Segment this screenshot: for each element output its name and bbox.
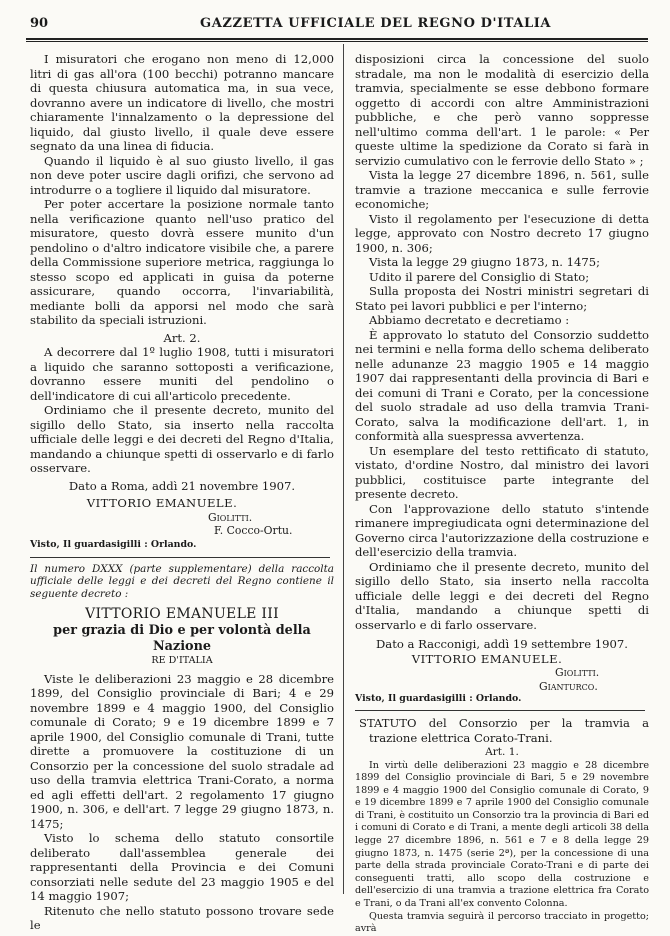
royal-signature: VITTORIO EMANUELE. bbox=[86, 496, 238, 510]
statuto-title: STATUTO del Consorzio per la tramvia a trazione elettrica Corato-Trani. bbox=[359, 716, 649, 745]
signature-gianturco: Gianturco. bbox=[539, 679, 598, 693]
paragraph: Vista la legge 29 giugno 1873, n. 1475; bbox=[369, 255, 601, 269]
paragraph: È approvato lo statuto del Consorzio suddetto nei termini e nella forma dello schema deliberato nelle adunanze 23 maggio 1905 e 14 maggio 1907 dai rappresentanti della provincia di Bari e dei comuni di Trani e Corato, per la concessione del suolo stradale ad uso della tramvia Trani-Corato, salva la modificazione dell'art. 1, in conformità alla suespressa avvertenza. bbox=[355, 327, 649, 443]
paragraph: Quando il liquido è al suo giusto livello, il gas non deve poter uscire dagli orifizi, che servono ad introdurre o a togliere il liquido dal misuratore. bbox=[30, 153, 334, 197]
paragraph: Ritenuto che nello statuto possono trovare sede le bbox=[30, 903, 334, 933]
date-line: Dato a Roma, addì 21 novembre 1907. bbox=[68, 478, 296, 493]
king-title: VITTORIO EMANUELE III bbox=[85, 605, 279, 622]
visto-line: Visto, Il guardasigilli : Orlando. bbox=[30, 538, 197, 550]
paragraph: A decorrere dal 1º luglio 1908, tutti i misuratori a liquido che saranno sottoposti a verificazione, dovranno essere muniti del pendolino o dell'indicatore di cui all'articolo precedente. bbox=[30, 345, 334, 403]
paragraph: Sulla proposta dei Nostri ministri segretari di Stato pei lavori pubblici e per l'interno; bbox=[355, 284, 649, 313]
gazette-title: GAZZETTA UFFICIALE DEL REGNO D'ITALIA bbox=[200, 16, 552, 31]
article-heading: Art. 1. bbox=[485, 746, 519, 758]
article-heading: Art. 2. bbox=[163, 330, 201, 345]
paragraph: Vista la legge 27 dicembre 1896, n. 561, sulle tramvie a trazione meccanica e sulle ferrovie economiche; bbox=[355, 168, 649, 211]
page-header bbox=[30, 16, 650, 38]
paragraph: Visto il regolamento per l'esecuzione di detta legge, approvato con Nostro decreto 17 giugno 1900, n. 306; bbox=[355, 211, 649, 255]
header-rule bbox=[26, 38, 648, 42]
signature-cocco-ortu: F. Cocco-Ortu. bbox=[214, 524, 293, 537]
paragraph: Un esemplare del testo rettificato di statuto, vistato, d'ordine Nostro, dal ministro dei lavori pubblici, costituisce parte integrante del presente decreto. bbox=[355, 443, 649, 501]
paragraph: Per poter accertare la posizione normale tanto nella verificazione quanto nell'uso pratico del misuratore, questo dovrà essere munito d'un pendolino o d'altro indicatore visibile che, a parere della Commissione superiore metrica, raggiunga lo stesso scopo ed applicati in guisa da poterne assicurare, quando occorra, l'invariabilità, mediante bolli da apporsi nel modo che sarà stabilito da speciali istruzioni. bbox=[30, 197, 334, 327]
paragraph: In virtù delle deliberazioni 23 maggio e 28 dicembre 1899 del Consiglio provinciale di Bari, 5 e 29 novembre 1899 e 4 maggio 1900 del Consiglio comunale di Corato, 9 e 19 dicembre 1899 e 7 aprile 1900 del Consiglio comunale di Trani, è costituito un Consorzio tra la provincia di Bari ed i comuni di Corato e di Trani, a mente degli articoli 38 della legge 27 dicembre 1896, n. 561 e 7 e 8 della legge 29 giugno 1873, n. 1475 (serie 2ª), per la concessione di una parte della strada provinciale Corato-Trani e di parte dei conseguenti tratti, allo scopo della costruzione e dell'esercizio di una tramvia a trazione elettrica fra Corato e Trani, o da Trani all'ex convento Colonna. bbox=[355, 759, 649, 910]
date-line: Dato a Racconigi, addì 19 settembre 1907. bbox=[376, 637, 628, 651]
decree-intro: Il numero DXXX (parte supplementare) della raccolta ufficiale delle leggi e dei decreti del Regno contiene il seguente decreto : bbox=[30, 562, 334, 601]
page-number: 90 bbox=[30, 16, 49, 31]
column-divider bbox=[343, 44, 344, 894]
paragraph: Udito il parere del Consiglio di Stato; bbox=[369, 269, 590, 284]
visto-line: Visto, Il guardasigilli : Orlando. bbox=[355, 693, 522, 704]
signature-giolitti: Giolitti. bbox=[555, 666, 600, 679]
paragraph: disposizioni circa la concessione del suolo stradale, ma non le modalità di esercizio della tramvia, specialmente se esse debbono formare oggetto di accordi con altre Amministrazioni pubbliche, e che però vanno soppresse nell'ultimo comma dell'art. 1 le parole: « Per queste ultime la spedizione da Corato si farà in servizio cumulativo con le ferrovie dello Stato » ; bbox=[355, 52, 649, 168]
grace-line: per grazia di Dio e per volontà della Nazione bbox=[53, 622, 311, 654]
signature-giolitti: Giolitti. bbox=[208, 510, 253, 524]
paragraph: I misuratori che erogano non meno di 12,000 litri di gas all'ora (100 becchi) potranno mancare di questa chiusura automatica ma, in sua vece, dovranno avere un indicatore di livello, che mostri chiaramente l'innalzamento o la depressione del liquido, dal giusto livello, il quale deve essere segnato da una linea di fiducia. bbox=[30, 52, 334, 153]
paragraph: Visto lo schema dello statuto consortile deliberato dall'assemblea generale dei rappresentanti della Provincia e dei Comuni consorziati nelle sedute del 23 maggio 1905 e del 14 maggio 1907; bbox=[30, 831, 334, 904]
left-column bbox=[30, 52, 334, 933]
paragraph: Viste le deliberazioni 23 maggio e 28 dicembre 1899, del Consiglio provinciale di Bari; 4 e 29 novembre 1899 e 4 maggio 1900, del Consiglio comunale di Corato; 9 e 19 dicembre 1899 e 7 aprile 1900, del Consiglio comunale di Trani, tutte dirette a promuovere la costituzione di un Consorzio per la concessione del suolo stradale ad uso della tramvia elettrica Trani-Corato, a norma ed agli effetti dell'art. 2 regolamento 17 giugno 1900, n. 306, e dell'art. 7 legge 29 giugno 1873, n. 1475; bbox=[30, 671, 334, 831]
paragraph: Ordiniamo che il presente decreto, munito del sigillo dello Stato, sia inserto nella raccolta ufficiale delle leggi e dei decreti del Regno d'Italia, mandando a chiunque spetti di osservarlo e di farlo osservare. bbox=[30, 403, 334, 475]
paragraph: Abbiamo decretato e decretiamo : bbox=[369, 313, 570, 327]
paragraph: Con l'approvazione dello statuto s'intende rimanere impregiudicata ogni determinazione del Governo circa l'autorizzazione della costruzione e dell'esercizio della tramvia. bbox=[355, 501, 649, 559]
re-d-italia: RE D'ITALIA bbox=[151, 654, 213, 666]
paragraph: Questa tramvia seguirà il percorso tracciato in progetto; avrà bbox=[355, 910, 649, 935]
royal-signature: VITTORIO EMANUELE. bbox=[411, 651, 563, 666]
right-column bbox=[355, 52, 649, 936]
paragraph: Ordiniamo che il presente decreto, munito del sigillo dello Stato, sia inserto nella raccolta ufficiale delle leggi e dei decreti del Regno d'Italia, mandando a chiunque spetti di osservarlo e di farlo osservare. bbox=[355, 559, 649, 632]
